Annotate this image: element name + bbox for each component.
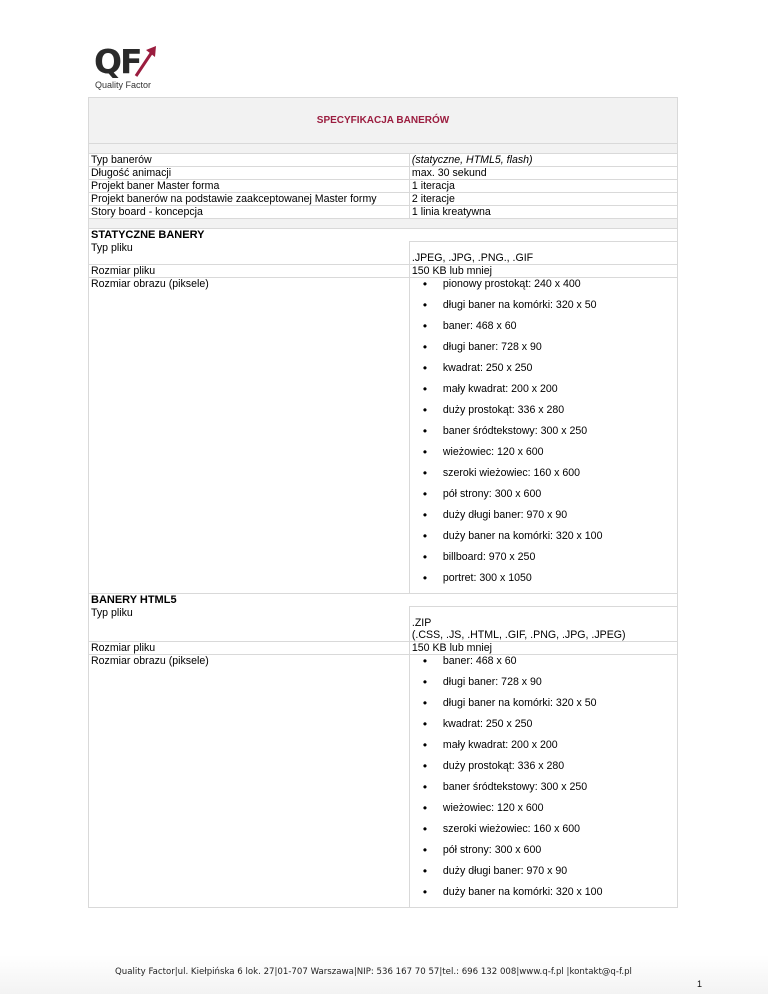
file-type-main: .ZIP xyxy=(411,617,432,629)
list-item: • duży długi baner: 970 x 90 xyxy=(412,509,675,530)
list-item: • duży baner na komórki: 320 x 100 xyxy=(412,886,675,907)
list-item: • pół strony: 300 x 600 xyxy=(412,844,675,865)
list-item: • baner śródtekstowy: 300 x 250 xyxy=(412,425,675,446)
list-item: • duży prostokąt: 336 x 280 xyxy=(412,404,675,425)
spec-title-row xyxy=(89,98,678,144)
static-size-list xyxy=(412,278,675,593)
spec-row xyxy=(89,278,678,594)
section-heading: STATYCZNE BANERY xyxy=(89,229,678,242)
list-item: • pionowy prostokąt: 240 x 400 xyxy=(412,278,675,299)
company-logo xyxy=(92,44,172,94)
logo-arrow-icon xyxy=(134,44,164,78)
spec-value: 1 linia kreatywna xyxy=(409,206,677,219)
list-item: • duży baner na komórki: 320 x 100 xyxy=(412,530,675,551)
page-number: 1 xyxy=(697,979,703,989)
list-item: • mały kwadrat: 200 x 200 xyxy=(412,739,675,760)
list-item: • kwadrat: 250 x 250 xyxy=(412,362,675,383)
list-item: • długi baner na komórki: 320 x 50 xyxy=(412,697,675,718)
list-item: • billboard: 970 x 250 xyxy=(412,551,675,572)
spec-row xyxy=(89,655,678,908)
spec-value: 2 iteracje xyxy=(409,193,677,206)
spec-label: Typ pliku xyxy=(89,242,410,265)
list-item: • wieżowiec: 120 x 600 xyxy=(412,802,675,823)
section-html5 xyxy=(89,594,678,607)
spec-label: Projekt banerów na podstawie zaakceptowanej Master formy xyxy=(89,193,410,206)
list-item: • długi baner: 728 x 90 xyxy=(412,676,675,697)
spec-label: Typ banerów xyxy=(89,154,410,167)
file-type-extensions: (.CSS, .JS, .HTML, .GIF, .PNG, .JPG, .JPEG) xyxy=(411,629,626,641)
size-list-cell xyxy=(409,655,677,908)
spec-row xyxy=(89,642,678,655)
spec-row xyxy=(89,265,678,278)
spec-value: max. 30 sekund xyxy=(409,167,677,180)
spec-value: 150 KB lub mniej xyxy=(409,642,677,655)
spec-title: SPECYFIKACJA BANERÓW xyxy=(89,98,678,144)
spec-row xyxy=(89,193,678,206)
banner-spec-table xyxy=(88,97,678,908)
section-heading: BANERY HTML5 xyxy=(89,594,678,607)
list-item: • wieżowiec: 120 x 600 xyxy=(412,446,675,467)
list-item: • baner śródtekstowy: 300 x 250 xyxy=(412,781,675,802)
list-item: • baner: 468 x 60 xyxy=(412,655,675,676)
spec-row xyxy=(89,154,678,167)
spec-row xyxy=(89,242,678,265)
spec-label: Typ pliku xyxy=(89,607,410,642)
spec-label: Długość animacji xyxy=(89,167,410,180)
section-static xyxy=(89,229,678,242)
spec-label: Rozmiar obrazu (piksele) xyxy=(89,655,410,908)
list-item: • szeroki wieżowiec: 160 x 600 xyxy=(412,823,675,844)
spec-value: 1 iteracja xyxy=(409,180,677,193)
logo-subtitle: Quality Factor xyxy=(95,80,152,90)
spec-label: Rozmiar pliku xyxy=(89,642,410,655)
list-item: • baner: 468 x 60 xyxy=(412,320,675,341)
list-item: • pół strony: 300 x 600 xyxy=(412,488,675,509)
footer-contact: Quality Factor|ul. Kiełpińska 6 lok. 27|01-707 Warszawa|NIP: 536 167 70 57|tel.: 696 132 008|www.q-f.pl |kontakt@q-f.pl xyxy=(115,967,632,977)
spec-row xyxy=(89,206,678,219)
list-item: • szeroki wieżowiec: 160 x 600 xyxy=(412,467,675,488)
list-item: • portret: 300 x 1050 xyxy=(412,572,675,593)
spec-value xyxy=(409,607,677,642)
spec-label: Rozmiar obrazu (piksele) xyxy=(89,278,410,594)
list-item: • długi baner: 728 x 90 xyxy=(412,341,675,362)
list-item: • mały kwadrat: 200 x 200 xyxy=(412,383,675,404)
spec-row xyxy=(89,180,678,193)
spec-value: (statyczne, HTML5, flash) xyxy=(409,154,677,167)
html5-size-list xyxy=(412,655,675,907)
spec-label: Projekt baner Master forma xyxy=(89,180,410,193)
spec-label: Rozmiar pliku xyxy=(89,265,410,278)
list-item: • długi baner na komórki: 320 x 50 xyxy=(412,299,675,320)
spec-label: Story board - koncepcja xyxy=(89,206,410,219)
spec-row xyxy=(89,607,678,642)
list-item: • duży długi baner: 970 x 90 xyxy=(412,865,675,886)
logo-mark: QF xyxy=(94,42,141,81)
spec-row xyxy=(89,167,678,180)
size-list-cell xyxy=(409,278,677,594)
list-item: • duży prostokąt: 336 x 280 xyxy=(412,760,675,781)
list-item: • kwadrat: 250 x 250 xyxy=(412,718,675,739)
spec-value: 150 KB lub mniej xyxy=(409,265,677,278)
spec-value: .JPEG, .JPG, .PNG., .GIF xyxy=(409,242,677,265)
